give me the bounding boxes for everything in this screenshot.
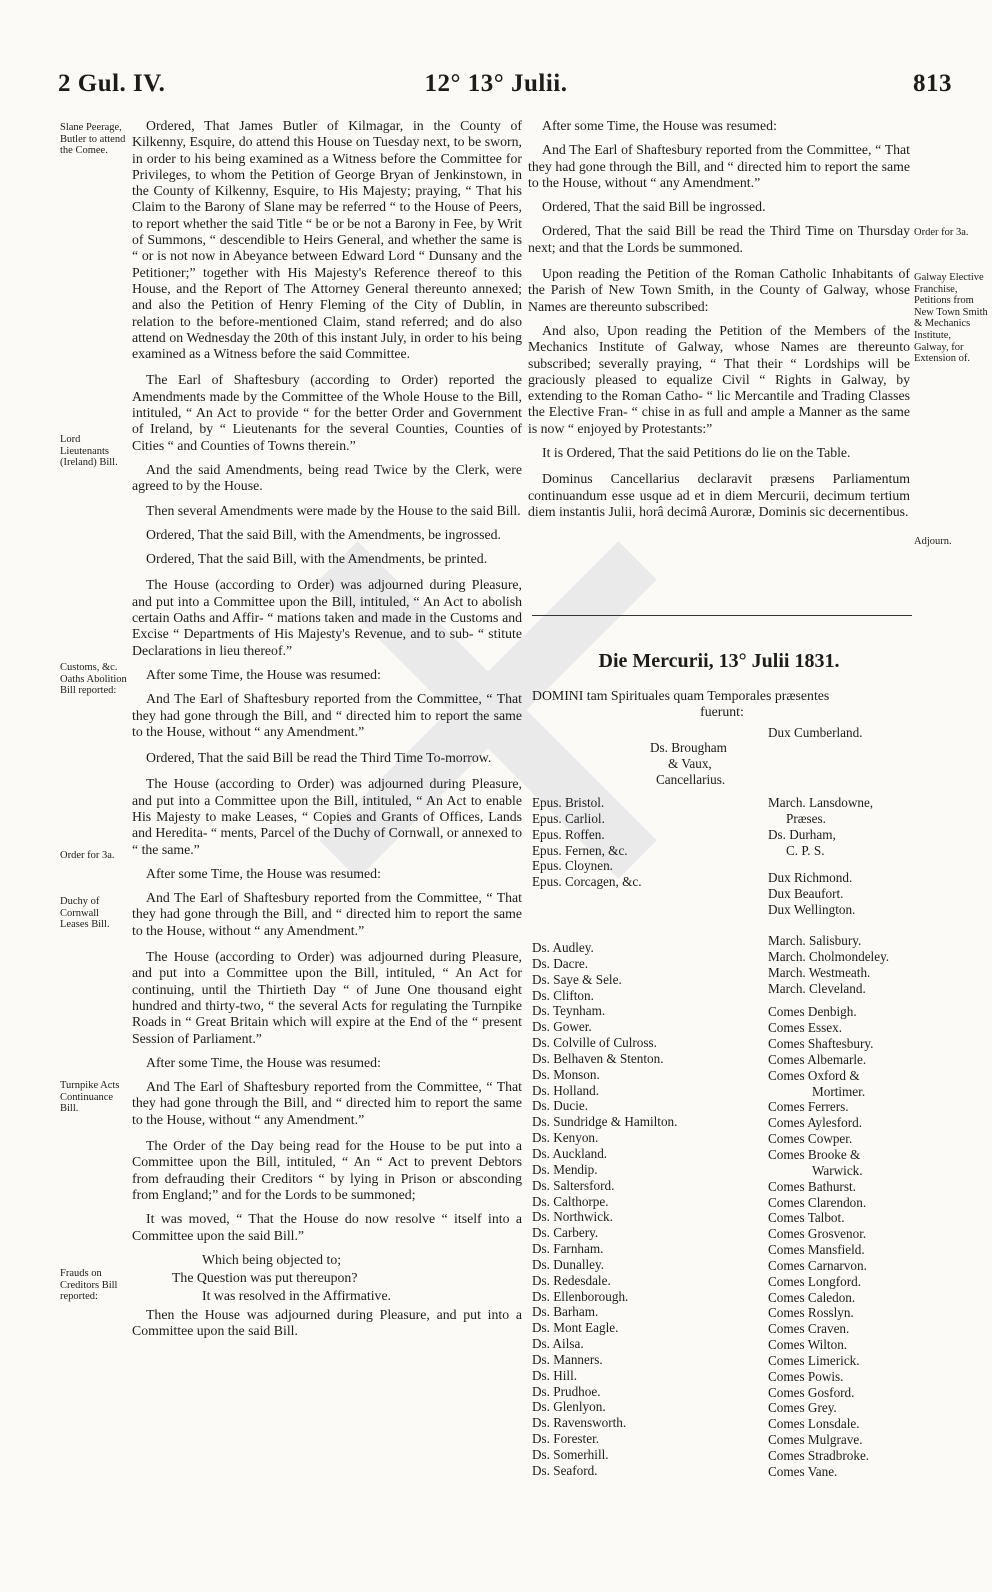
left-column-text [132,118,522,1347]
paragraph: Ordered, That James Butler of Kilmagar, in the County of Kilkenny, Esquire, do attend this House on Tuesday next, to be sworn, in order to his being examined as a Witness before the Committee for Privileges, to whom the Petition of George Bryan of Jenkinstown, in the County of Kilkenny, Esquire, to His Majesty; praying, “ That his Claim to the Barony of Slane may be referred “ to the House of Peers, to report whether the said Title “ be or be not a Barony in Fee, by Writ of Summons, “ descendible to Heirs General, and whether the same is “ or is not now in Abeyance between Edward Lord “ Dunsany and the Petitioner;” together with His Majesty's Reference thereof to this House, and the Report of The Attorney General thereunto annexed; and also the Petition of Henry Fleming of the City of Dublin, in relation to the before-mentioned Claim, stand referred; and do also attend on Wednesday the 20th of this instant July, in order to his being examined as a Witness before the said Committee. [132,118,522,362]
paragraph: Ordered, That the said Bill be read the Third Time To-morrow. [146,750,492,766]
list-item: March. Cholmondeley. [768,948,890,964]
list-item: Comes Longford. [768,1273,862,1289]
list-item: Comes Rosslyn. [768,1305,854,1321]
right-column-text [528,118,910,528]
list-item: March. Salisbury. [768,933,862,948]
dukes-list [768,870,855,918]
marquesses-earls-list [768,933,889,1480]
list-item: Ds. Carbery. [532,1225,599,1241]
paragraph: After some Time, the House was resumed: [542,118,777,133]
attendance-intro-line: fuerunt: [700,704,744,720]
paragraph: The Earl of Shaftesbury (according to Order) reported the Amendments made by the Committee of the Whole House to the Bill, intituled, “ An Act to provide “ for the better Order and Government of Ireland, by “ Lieutenants for the several Counties, Counties of Cities “ and Counties of Towns therein.” [132,372,522,453]
list-item: Comes Clarendon. [768,1194,867,1210]
list-item: Cancellarius. [656,771,726,787]
list-item: March. Lansdowne, [768,795,874,810]
list-item: Ds. Mont Eagle. [532,1320,619,1336]
list-item: Comes Ferrers. [768,1099,849,1115]
paragraph: Which being objected to; [202,1251,342,1267]
list-item: Comes Gosford. [768,1384,855,1400]
list-item: Ds. Belhaven & Stenton. [532,1050,664,1066]
list-item: Mortimer. [812,1083,866,1099]
list-item: Comes Lonsdale. [768,1416,860,1432]
list-item: March. Westmeath. [768,964,871,980]
list-item: Ds. Hill. [532,1367,578,1383]
list-item: Epus. Bristol. [532,795,605,810]
list-item: Ds. Barham. [532,1304,599,1320]
list-item: Ds. Farnham. [532,1241,604,1257]
dux-cumberland-entry [768,725,863,741]
section-divider [532,615,912,616]
paragraph: Dominus Cancellarius declaravit præsens Parliamentum continuandum esse usque ad et in diem Mercurii, decimum tertium diem instantis Julii, horâ decimâ Auroræ, Dominis sic decernentibus. [528,471,910,519]
sitting-day-title: Die Mercurii, 13° Julii 1831. [598,650,840,672]
list-item: Ds. Holland. [532,1082,600,1098]
list-item: Comes Mulgrave. [768,1432,863,1448]
margin-note-turnpike-acts-bill: Turnpike Acts Continuance Bill. [60,1080,120,1115]
list-item: Ds. Somerhill. [532,1447,609,1462]
list-item: Comes Mansfield. [768,1242,865,1258]
list-item: Comes Talbot. [768,1210,845,1226]
paragraph: The House (according to Order) was adjourned during Pleasure, and put into a Committee upon the Bill, intituled, “ An Act to enable His Majesty to make Leases, “ Copies and Grants of Offices, Lands and Heredita- “ ments, Parcel of the Duchy of Cornwall, or annexed to “ the same.” [132,776,523,857]
list-item: Ds. Calthorpe. [532,1193,609,1209]
list-item: Warwick. [812,1162,863,1178]
list-item: Epus. Carliol. [532,810,605,826]
list-item: Ds. Forester. [532,1431,600,1447]
paragraph: And The Earl of Shaftesbury reported from the Committee, “ That they had gone through the Bill, and “ directed him to report the same to the House, without “ any Amendment.” [132,691,522,739]
paragraph: It was resolved in the Affirmative. [202,1288,392,1304]
list-item: Ds. Seaford. [532,1462,598,1478]
margin-note-lord-lieutenants-bill: Lord Lieutenants (Ireland) Bill. [60,434,118,469]
list-item: Dux Beaufort. [768,885,844,901]
list-item: Ds. Dacre. [532,955,589,971]
list-item: Ds. Gower. [532,1019,592,1035]
page-number: 813 [913,70,952,97]
list-item: & Vaux, [668,755,712,771]
list-item: Epus. Roffen. [532,826,605,842]
attendance-intro-line: DOMINI tam Spirituales quam Temporales præsentes [532,688,830,703]
list-item: Ds. Saltersford. [532,1177,615,1193]
margin-note-customs-oaths-bill: Customs, &c. Oaths Abolition Bill reported: [60,662,127,697]
list-item: Comes Wilton. [768,1337,848,1353]
margin-note-slane-peerage: Slane Peerage, Butler to attend the Comee. [60,122,126,157]
list-item: Comes Powis. [768,1368,844,1384]
paragraph: And the said Amendments, being read Twice by the Clerk, were agreed to by the House. [132,461,522,494]
list-item: Ds. Kenyon. [532,1130,599,1146]
list-item: Comes Bathurst. [768,1178,856,1194]
paragraph: After some Time, the House was resumed: [146,865,381,881]
list-item: Ds. Dunalley. [532,1256,605,1272]
list-item: Ds. Colville of Culross. [532,1035,657,1051]
list-item: Comes Grosvenor. [768,1226,867,1242]
list-item: Ds. Brougham [650,740,727,755]
paragraph: After some Time, the House was resumed: [146,1054,381,1070]
margin-note-order-third-reading: Order for 3a. [60,850,115,861]
list-item: Comes Shaftesbury. [768,1036,874,1052]
running-header-dates: 12° 13° Julii. [424,70,568,97]
attendance-intro [532,688,912,721]
paragraph: It is Ordered, That the said Petitions do lie on the Table. [542,445,851,461]
list-item: Comes Essex. [768,1020,842,1036]
paragraph: And also, Upon reading the Petition of the Members of the Mechanics Institute of Galway, whose Names are thereunto subscribed; severally praying, “ That their “ Lordships will be graciously pleased to equalize Civil “ Rights in Galway, by extending to the Roman Catho- “ lic Mercantile and Trading Classes the Elective Fran- “ chise in as full and ample a Manner as the same is now “ enjoyed by Protestants:” [528,322,910,436]
paragraph: Ordered, That the said Bill, with the Amendments, be ingrossed. [146,526,501,542]
list-item: Ds. Ducie. [532,1098,589,1114]
margin-note-order-third-reading: Order for 3a. [914,227,969,238]
paragraph: Ordered, That the said Bill be ingrossed. [542,199,766,215]
list-item: Ds. Mendip. [532,1161,598,1177]
list-item: Dux Cumberland. [768,725,863,740]
lord-chancellor-entry [650,740,727,788]
list-item: Comes Carnarvon. [768,1257,867,1273]
list-item: Ds. Northwick. [532,1209,613,1225]
margin-note-frauds-creditors-bill: Frauds on Creditors Bill reported: [60,1268,118,1303]
running-header-regnal-year: 2 Gul. IV. [58,70,166,97]
list-item: Ds. Durham, [768,826,836,842]
paragraph: And The Earl of Shaftesbury reported from the Committee, “ That they had gone through the Bill, and “ directed him to report the same to the House, without “ any Amendment.” [132,1079,522,1127]
list-item: Ds. Ellenborough. [532,1288,629,1304]
list-item: Comes Brooke & [768,1146,861,1162]
paragraph: The House (according to Order) was adjourned during Pleasure, and put into a Committee upon the Bill, intituled, “ An Act to abolish certain Oaths and Affir- “ mations taken and made in the Customs and Excise “ Departments of His Majesty's Revenue, and to sub- “ stitute Declarations in lieu thereof.” [132,577,522,658]
list-item: Comes Limerick. [768,1352,860,1368]
paragraph: Ordered, That the said Bill, with the Amendments, be printed. [146,551,488,567]
list-item: Ds. Manners. [532,1351,603,1367]
list-item: C. P. S. [786,842,825,858]
list-item: Comes Caledon. [768,1289,856,1305]
list-item: Ds. Sundridge & Hamilton. [532,1114,678,1130]
paragraph: And The Earl of Shaftesbury reported from the Committee, “ That they had gone through the Bill, and “ directed him to report the same to the House, without “ any Amendment.” [528,142,910,190]
list-item: Comes Cowper. [768,1131,853,1147]
paragraph: Then the House was adjourned during Pleasure, and put into a Committee upon the said Bill. [132,1306,522,1338]
paragraph: Then several Amendments were made by the House to the said Bill. [146,502,521,518]
list-item: Comes Vane. [768,1463,838,1479]
list-item: Epus. Corcagen, &c. [532,874,642,890]
paragraph: The Order of the Day being read for the House to be put into a Committee upon the Bill, intituled, “ An “ Act to prevent Debtors from defrauding their Creditors “ by lying in Prison or absconding from England;” and for the Lords to be summoned; [132,1138,522,1202]
list-item: Ds. Ailsa. [532,1336,584,1352]
list-item: Comes Oxford & [768,1067,860,1083]
list-item: Ds. Ravensworth. [532,1415,627,1431]
paragraph: Ordered, That the said Bill be read the Third Time on Thursday next; and that the Lords be summoned. [528,223,910,255]
list-item: Ds. Glenlyon. [532,1399,606,1415]
officers-list [768,795,873,858]
paragraph: The Question was put thereupon? [172,1270,358,1286]
list-item: Comes Grey. [768,1400,837,1416]
margin-note-galway-franchise: Galway Elective Franchise, Petitions from New Town Smith & Mechanics Institute, Galway, for Extension of. [914,272,988,365]
list-item: Epus. Fernen, &c. [532,842,628,858]
list-item: Ds. Redesdale. [532,1272,611,1288]
list-item: Ds. Saye & Sele. [532,971,622,987]
list-item: Ds. Audley. [532,940,594,955]
list-item: Ds. Clifton. [532,987,594,1003]
list-item: Ds. Teynham. [532,1003,606,1019]
list-item: Ds. Auckland. [532,1145,608,1161]
list-item: Præses. [786,810,826,826]
list-item: Ds. Prudhoe. [532,1383,601,1399]
paragraph: It was moved, “ That the House do now resolve “ itself into a Committee upon the said Bill.” [132,1211,522,1243]
list-item: Comes Craven. [768,1321,850,1337]
bishops-list [532,795,642,890]
paragraph: Upon reading the Petition of the Roman Catholic Inhabitants of the Parish of New Town Smith, in the County of Galway, whose Names are thereunto subscribed: [528,266,910,314]
barons-list [532,940,677,1479]
margin-note-duchy-cornwall-bill: Duchy of Cornwall Leases Bill. [60,896,110,931]
list-item: March. Cleveland. [768,980,866,996]
list-item: Comes Albemarle. [768,1051,867,1067]
list-item: Dux Wellington. [768,901,856,917]
paragraph: And The Earl of Shaftesbury reported from the Committee, “ That they had gone through the Bill, and “ directed him to report the same to the House, without “ any Amendment.” [132,890,522,938]
list-item: Comes Denbigh. [768,1004,857,1020]
list-item: Comes Aylesford. [768,1115,863,1131]
margin-note-adjournment: Adjourn. [914,536,952,547]
paragraph: The House (according to Order) was adjourned during Pleasure, and put into a Committee upon the Bill, intituled, “ An Act for continuing, until the Thirtieth Day “ of June One thousand eight hundred and thirty-two, “ the several Acts for regulating the Turnpike Roads in “ Great Britain which will expire at the End of the “ present Session of Parliament.” [132,949,522,1046]
list-item: Ds. Monson. [532,1066,600,1082]
paragraph: After some Time, the House was resumed: [146,666,381,682]
list-item: Epus. Cloynen. [532,858,613,874]
list-item: Comes Stradbroke. [768,1448,870,1463]
list-item: Dux Richmond. [768,870,853,885]
